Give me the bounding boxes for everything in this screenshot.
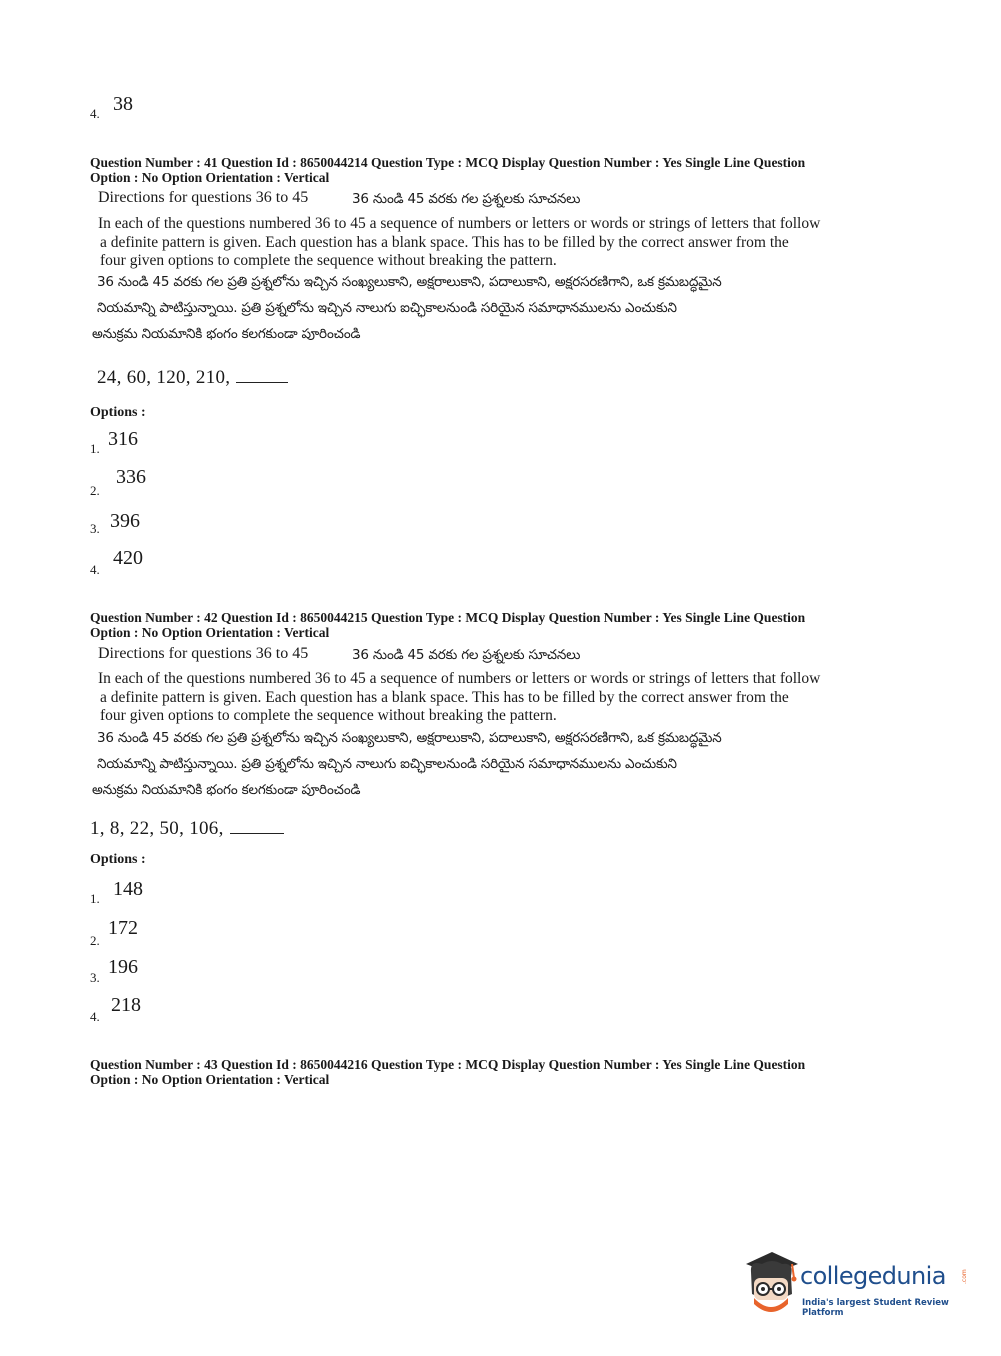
option-396[interactable]: 396 bbox=[110, 510, 140, 532]
question-42-directions-te: 36 నుండి 45 వరకు గల ప్రశ్నలకు సూచనలు bbox=[352, 647, 581, 663]
question-42-meta-line1: Question Number : 42 Question Id : 8650044215 Question Type : MCQ Display Question Number : Yes Single Line Question bbox=[90, 610, 806, 625]
prev-option-number: 4. bbox=[90, 106, 100, 121]
instructions-line: In each of the questions numbered 36 to 45 a sequence of numbers or letters or words or strings of letters that follow bbox=[98, 670, 821, 687]
question-42-instructions-te bbox=[92, 725, 927, 803]
option-number: 2. bbox=[90, 483, 100, 498]
option-316[interactable]: 316 bbox=[108, 428, 138, 450]
question-42-directions-en: Directions for questions 36 to 45 bbox=[98, 645, 309, 662]
instructions-line: a definite pattern is given. Each question has a blank space. This has to be filled by the correct answer from the bbox=[100, 688, 789, 706]
logo-domain-suffix: .com bbox=[961, 1269, 968, 1284]
question-42-meta bbox=[90, 610, 970, 640]
question-41-directions-en: Directions for questions 36 to 45 bbox=[98, 189, 309, 206]
answer-blank bbox=[230, 817, 284, 834]
question-42-sequence bbox=[90, 817, 284, 840]
instructions-line: a definite pattern is given. Each question has a blank space. This has to be filled by the correct answer from the bbox=[100, 233, 789, 251]
option-218[interactable]: 218 bbox=[111, 994, 141, 1016]
option-number: 1. bbox=[90, 891, 100, 906]
option-420[interactable]: 420 bbox=[113, 547, 143, 569]
question-42-instructions-en bbox=[98, 670, 918, 726]
option-number: 3. bbox=[90, 970, 100, 985]
answer-blank bbox=[236, 366, 288, 383]
instructions-line: నియమాన్ని పాటిస్తున్నాయి. ప్రతి ప్రశ్నలోను ఇచ్చిన నాలుగు ఐచ్ఛికాలనుండి సరియైన సమాధానములను ఎంచుకుని bbox=[97, 756, 677, 772]
sequence-text: 1, 8, 22, 50, 106, bbox=[90, 818, 224, 839]
question-43-meta bbox=[90, 1057, 970, 1087]
instructions-line: In each of the questions numbered 36 to 45 a sequence of numbers or letters or words or strings of letters that follow bbox=[98, 215, 821, 232]
question-41-instructions-en bbox=[98, 215, 918, 271]
question-41-instructions-te bbox=[92, 269, 927, 347]
question-42-meta-line2: Option : No Option Orientation : Vertical bbox=[90, 625, 330, 640]
question-43-meta-line2: Option : No Option Orientation : Vertical bbox=[90, 1072, 330, 1087]
collegedunia-logo[interactable] bbox=[742, 1250, 972, 1320]
prev-option-value: 38 bbox=[113, 93, 133, 115]
instructions-line: four given options to complete the sequence without breaking the pattern. bbox=[100, 707, 557, 724]
question-41-directions-te: 36 నుండి 45 వరకు గల ప్రశ్నలకు సూచనలు bbox=[352, 191, 581, 207]
question-41-meta bbox=[90, 155, 970, 185]
option-336[interactable]: 336 bbox=[116, 466, 146, 488]
instructions-line: four given options to complete the sequence without breaking the pattern. bbox=[100, 252, 557, 269]
instructions-line: అనుక్రమ నియమానికి భంగం కలగకుండా పూరించండి bbox=[92, 782, 361, 798]
question-41-meta-line1: Question Number : 41 Question Id : 8650044214 Question Type : MCQ Display Question Number : Yes Single Line Question bbox=[90, 155, 806, 170]
question-42-options-label: Options : bbox=[90, 852, 146, 867]
option-196[interactable]: 196 bbox=[108, 956, 138, 978]
mascot-icon bbox=[742, 1250, 800, 1318]
option-172[interactable]: 172 bbox=[108, 917, 138, 939]
option-number: 3. bbox=[90, 521, 100, 536]
question-41-options-label: Options : bbox=[90, 405, 146, 420]
question-41-sequence bbox=[97, 366, 288, 389]
option-number: 2. bbox=[90, 933, 100, 948]
logo-tagline: India's largest Student Review Platform bbox=[802, 1298, 949, 1318]
question-41-meta-line2: Option : No Option Orientation : Vertical bbox=[90, 170, 330, 185]
option-148[interactable]: 148 bbox=[113, 878, 143, 900]
option-number: 4. bbox=[90, 1009, 100, 1024]
question-43-meta-line1: Question Number : 43 Question Id : 8650044216 Question Type : MCQ Display Question Number : Yes Single Line Question bbox=[90, 1057, 806, 1072]
instructions-line: 36 నుండి 45 వరకు గల ప్రతి ప్రశ్నలోను ఇచ్చిన సంఖ్యలుకాని, అక్షరాలుకాని, పదాలుకాని, అక్షరసరణిగాని, ఒక క్రమబద్ధమైన bbox=[97, 274, 722, 290]
option-number: 4. bbox=[90, 562, 100, 577]
instructions-line: అనుక్రమ నియమానికి భంగం కలగకుండా పూరించండి bbox=[92, 326, 361, 342]
instructions-line: 36 నుండి 45 వరకు గల ప్రతి ప్రశ్నలోను ఇచ్చిన సంఖ్యలుకాని, అక్షరాలుకాని, పదాలుకాని, అక్షరసరణిగాని, ఒక క్రమబద్ధమైన bbox=[97, 730, 722, 746]
sequence-text: 24, 60, 120, 210, bbox=[97, 367, 231, 388]
instructions-line: నియమాన్ని పాటిస్తున్నాయి. ప్రతి ప్రశ్నలోను ఇచ్చిన నాలుగు ఐచ్ఛికాలనుండి సరియైన సమాధానములను ఎంచుకుని bbox=[97, 300, 677, 316]
logo-wordmark: collegedunia bbox=[800, 1262, 946, 1290]
option-number: 1. bbox=[90, 441, 100, 456]
